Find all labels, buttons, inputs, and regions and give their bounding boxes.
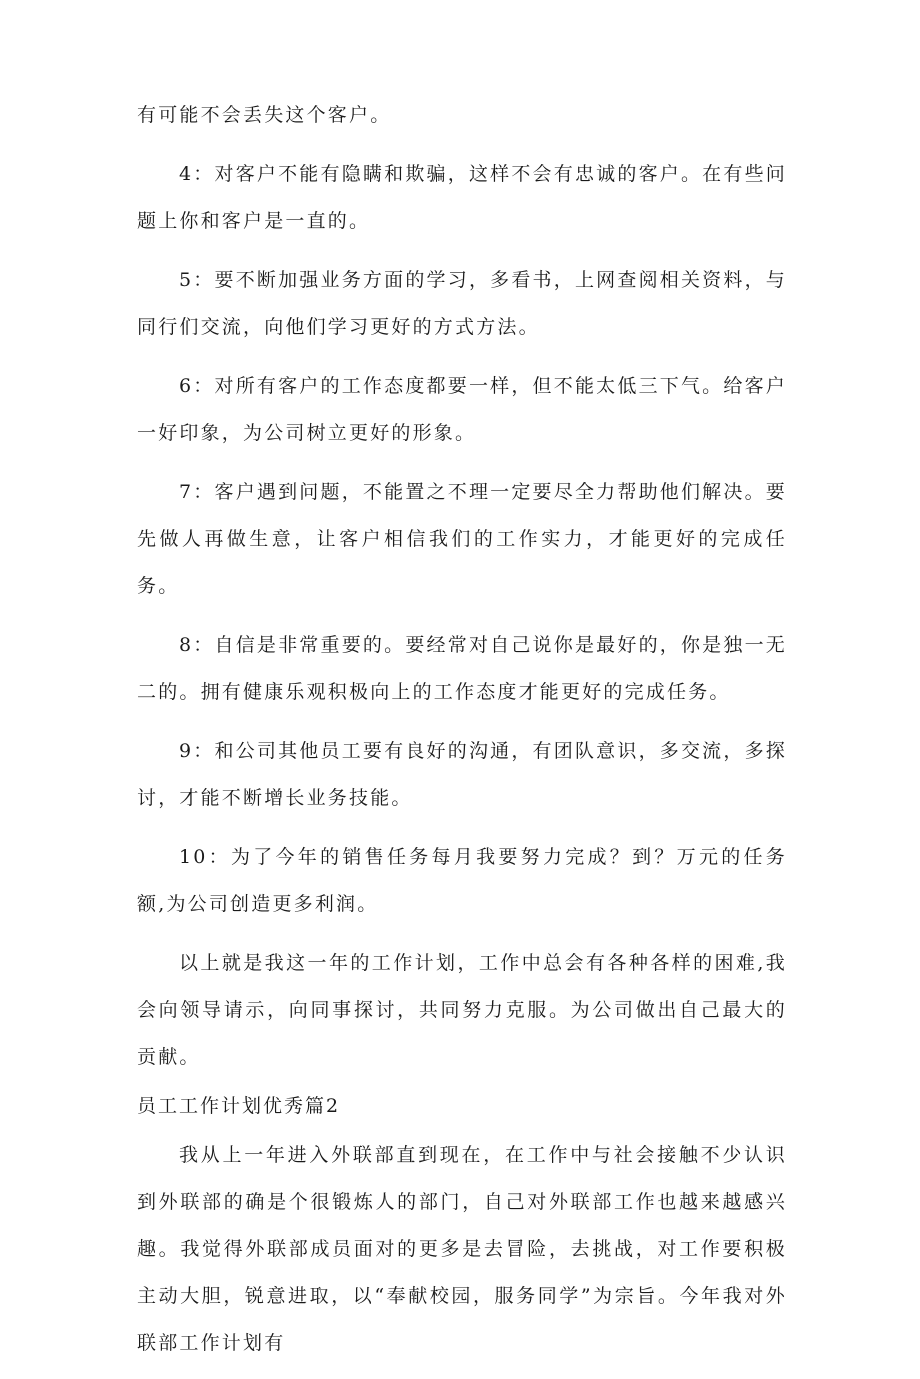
section-heading: 员工工作计划优秀篇2 bbox=[137, 1095, 341, 1117]
paragraph-item-9: 9：和公司其他员工要有良好的沟通，有团队意识，多交流，多探讨，才能不断增长业务技能。 bbox=[137, 740, 787, 809]
paragraph-item-8: 8：自信是非常重要的。要经常对自己说你是最好的，你是独一无二的。拥有健康乐观积极向上的工作态度才能更好的完成任务。 bbox=[137, 634, 787, 703]
paragraph-item-10: 10：为了今年的销售任务每月我要努力完成？到？万元的任务额,为公司创造更多利润。 bbox=[137, 846, 787, 915]
document-body bbox=[137, 92, 787, 1379]
paragraph-item-6: 6：对所有客户的工作态度都要一样，但不能太低三下气。给客户一好印象，为公司树立更好的形象。 bbox=[137, 375, 787, 444]
section-paragraph: 我从上一年进入外联部直到现在，在工作中与社会接触不少认识到外联部的确是个很锻炼人的部门，自己对外联部工作也越来越感兴趣。我觉得外联部成员面对的更多是去冒险，去挑战，对工作要积极主动大胆，锐意进取，以“奉献校园，服务同学”为宗旨。今年我对外联部工作计划有 bbox=[137, 1144, 787, 1354]
paragraph-continuation: 有可能不会丢失这个客户。 bbox=[137, 104, 392, 126]
paragraph-item-5: 5：要不断加强业务方面的学习，多看书，上网查阅相关资料，与同行们交流，向他们学习更好的方式方法。 bbox=[137, 269, 787, 338]
paragraph-item-4: 4：对客户不能有隐瞒和欺骗，这样不会有忠诚的客户。在有些问题上你和客户是一直的。 bbox=[137, 163, 787, 232]
paragraph-conclusion: 以上就是我这一年的工作计划，工作中总会有各种各样的困难,我会向领导请示，向同事探讨，共同努力克服。为公司做出自己最大的贡献。 bbox=[137, 952, 787, 1068]
paragraph-item-7: 7：客户遇到问题，不能置之不理一定要尽全力帮助他们解决。要先做人再做生意，让客户相信我们的工作实力，才能更好的完成任务。 bbox=[137, 481, 787, 597]
